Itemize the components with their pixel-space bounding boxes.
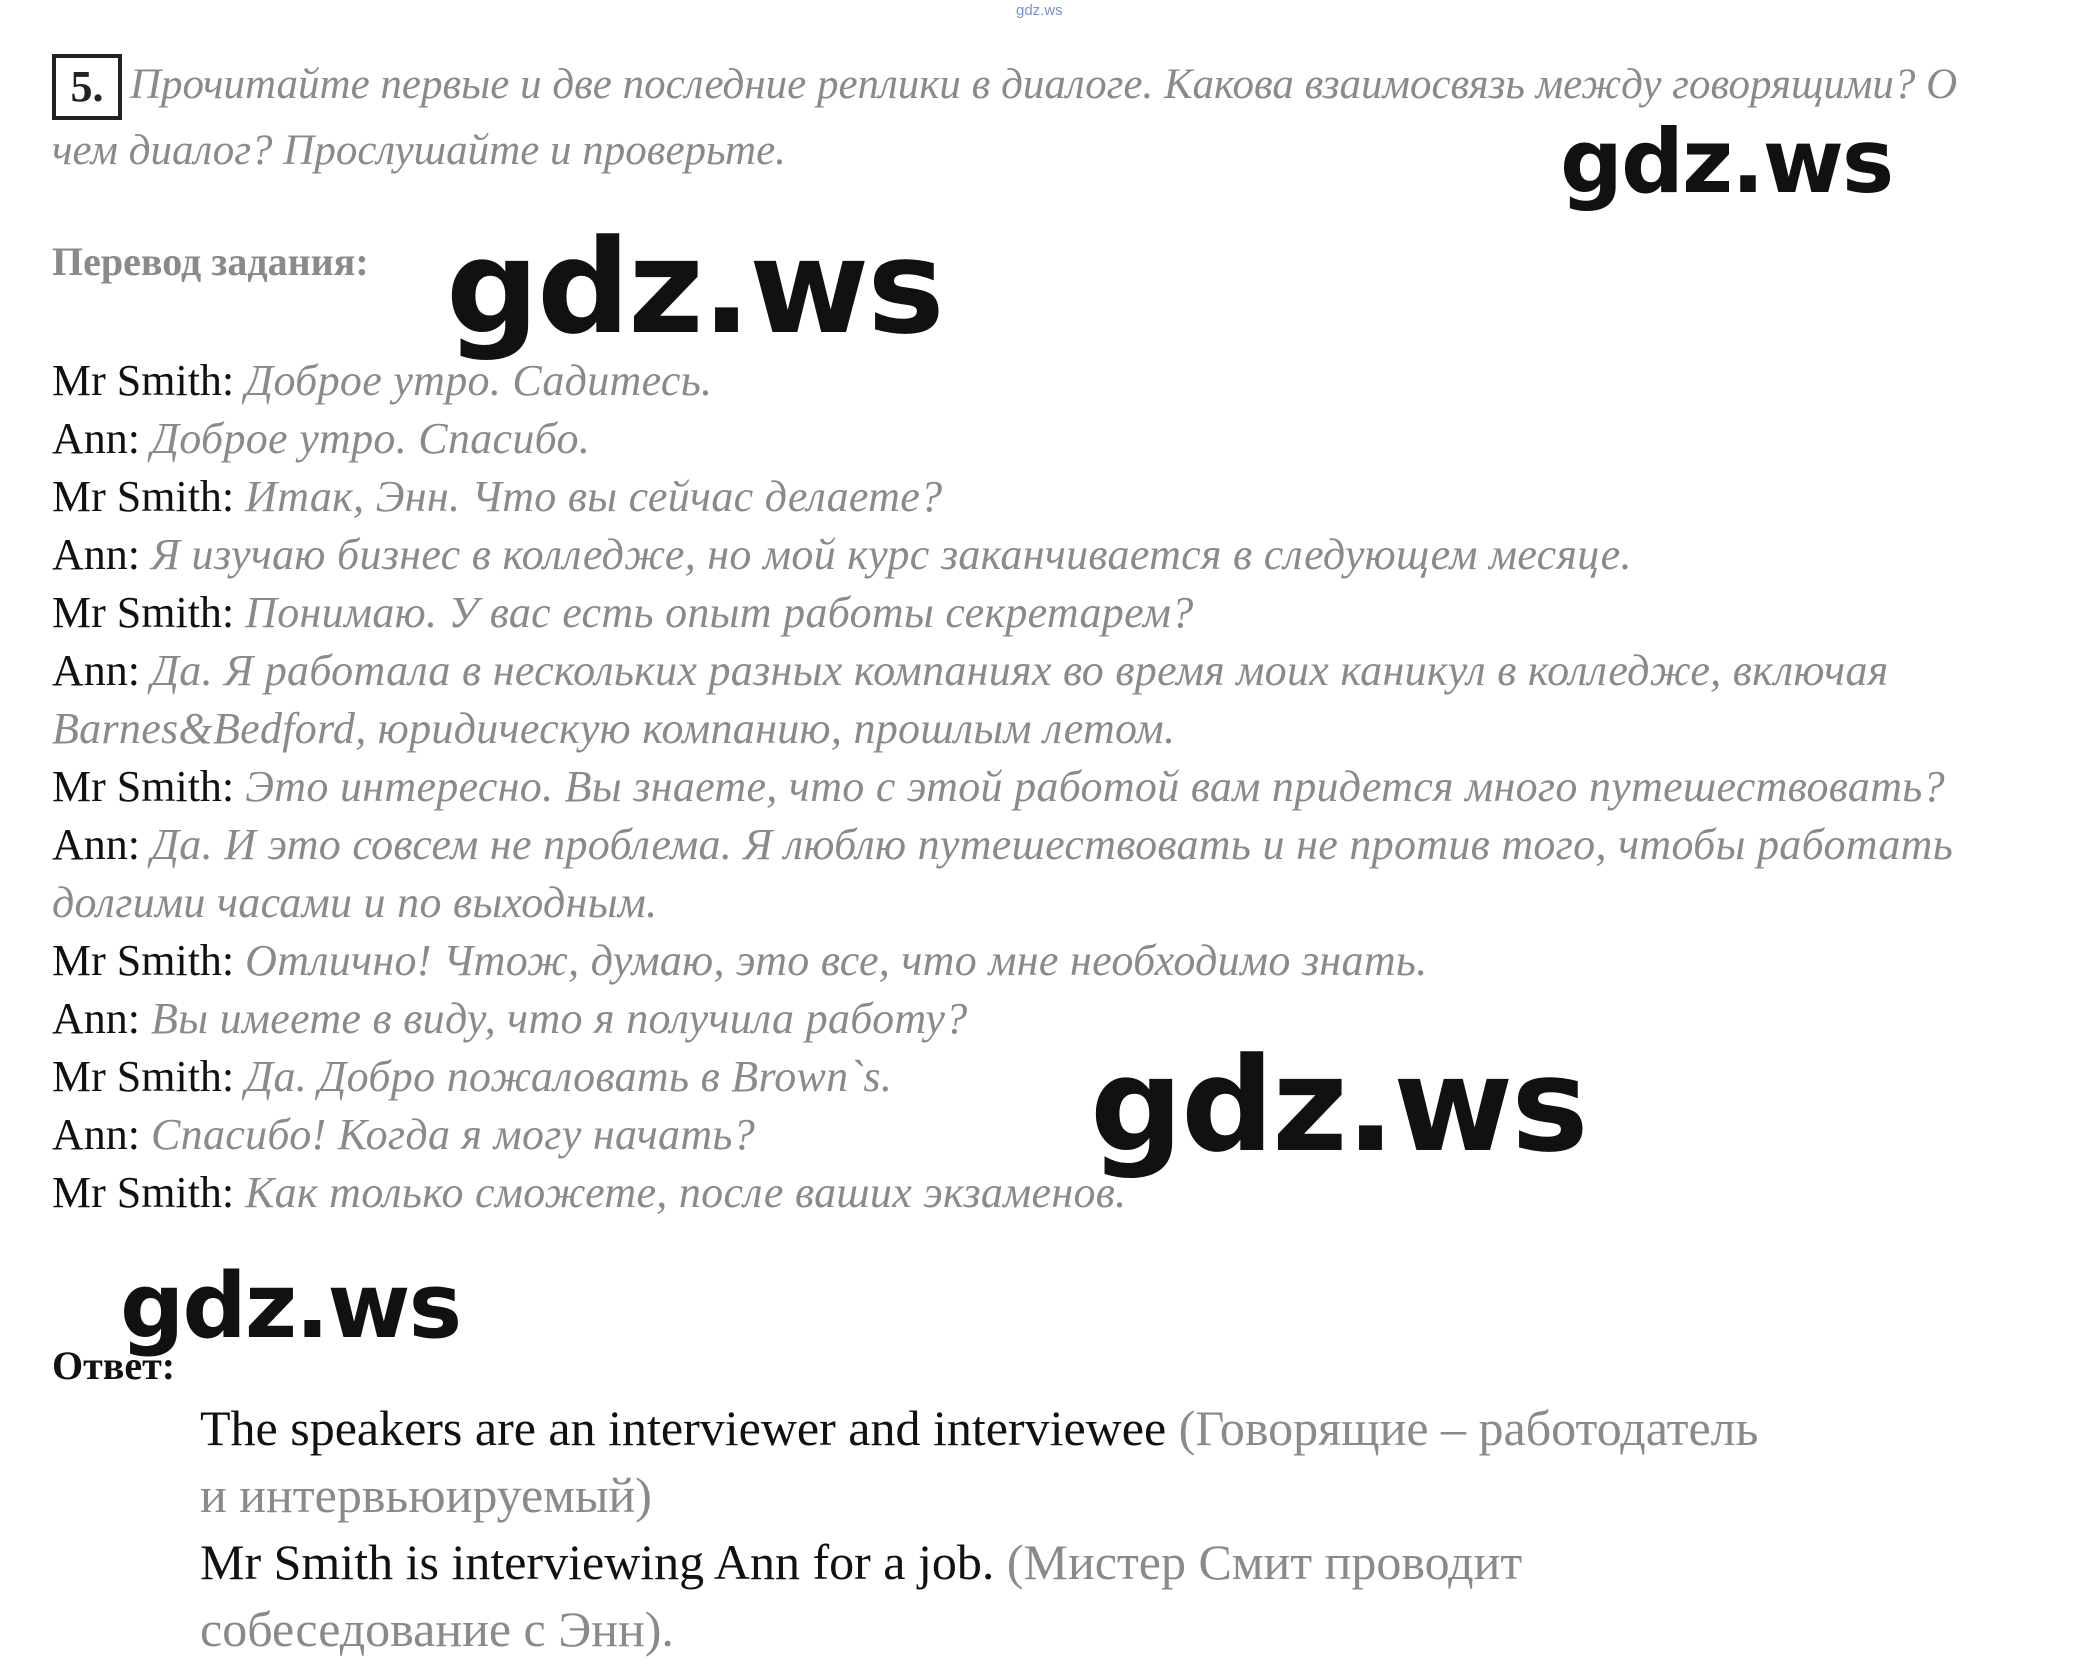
reply: Как только сможете, после ваших экзаменов. xyxy=(245,1168,1127,1217)
reply: Это интересно. Вы знаете, что с этой работой вам придется много путешествовать? xyxy=(245,762,1945,811)
speaker: Ann xyxy=(52,530,128,579)
reply: Доброе утро. Спасибо. xyxy=(151,414,591,463)
dialog-line: Mr Smith: Отлично! Чтож, думаю, это все, что мне необходимо знать. xyxy=(52,936,1428,985)
answer-line xyxy=(200,1395,1760,1529)
dialog-line: Mr Smith: Да. Добро пожаловать в Brown`s. xyxy=(52,1052,893,1101)
dialog xyxy=(52,352,2032,1222)
dialog-line: Mr Smith: Это интересно. Вы знаете, что с этой работой вам придется много путешествовать? xyxy=(52,762,1945,811)
reply: Понимаю. У вас есть опыт работы секретарем? xyxy=(245,588,1194,637)
reply: Да. И это совсем не проблема. Я люблю путешествовать и не против того, чтобы работать долгими часами и по выходным. xyxy=(52,820,1954,927)
watermark: gdz.ws xyxy=(446,211,943,363)
answer-english: Mr Smith is interviewing Ann for a job. xyxy=(200,1534,995,1590)
speaker: Ann xyxy=(52,646,128,695)
reply: Да. Добро пожаловать в Brown`s. xyxy=(245,1052,893,1101)
dialog-line: Ann: Да. И это совсем не проблема. Я люблю путешествовать и не против того, чтобы работать долгими часами и по выходным. xyxy=(52,820,1954,927)
speaker: Mr Smith xyxy=(52,356,222,405)
reply: Я изучаю бизнес в колледже, но мой курс заканчивается в следующем месяце. xyxy=(151,530,1632,579)
dialog-line: Mr Smith: Как только сможете, после ваших экзаменов. xyxy=(52,1168,1127,1217)
answer-russian: (Мистер Смит проводит собеседование с Энн). xyxy=(200,1534,1523,1657)
task-text: Прочитайте первые и две последние реплики в диалоге. Какова взаимосвязь между говорящими? О чем диалог? Прослушайте и проверьте. xyxy=(52,61,1958,174)
speaker: Ann xyxy=(52,820,128,869)
speaker: Mr Smith xyxy=(52,1168,222,1217)
dialog-line: Ann: Я изучаю бизнес в колледже, но мой курс заканчивается в следующем месяце. xyxy=(52,530,1632,579)
watermark: gdz.ws xyxy=(120,1254,461,1359)
speaker: Mr Smith xyxy=(52,588,222,637)
top-watermark: gdz.ws xyxy=(1016,2,1063,19)
reply: Доброе утро. Садитесь. xyxy=(245,356,713,405)
dialog-line: Ann: Доброе утро. Спасибо. xyxy=(52,414,591,463)
dialog-line: Mr Smith: Понимаю. У вас есть опыт работы секретарем? xyxy=(52,588,1194,637)
translation-heading: Перевод задания: xyxy=(52,239,369,284)
reply: Итак, Энн. Что вы сейчас делаете? xyxy=(245,472,943,521)
speaker: Ann xyxy=(52,1110,128,1159)
answer-english: The speakers are an interviewer and interviewee xyxy=(200,1400,1167,1456)
speaker: Ann xyxy=(52,414,128,463)
answer-block xyxy=(200,1395,1760,1663)
speaker: Mr Smith xyxy=(52,1052,222,1101)
speaker: Ann xyxy=(52,994,128,1043)
speaker: Mr Smith xyxy=(52,762,222,811)
answer-russian: (Говорящие – работодатель и интервьюируемый) xyxy=(200,1400,1759,1523)
answer-heading: Ответ: xyxy=(52,1343,176,1388)
speaker: Mr Smith xyxy=(52,936,222,985)
reply: Спасибо! Когда я могу начать? xyxy=(151,1110,756,1159)
dialog-line: Ann: Спасибо! Когда я могу начать? xyxy=(52,1110,756,1159)
task-number: 5. xyxy=(52,54,122,120)
dialog-line: Mr Smith: Итак, Энн. Что вы сейчас делаете? xyxy=(52,472,943,521)
watermark: gdz.ws xyxy=(1090,1029,1587,1181)
dialog-line: Mr Smith: Доброе утро. Садитесь. xyxy=(52,356,713,405)
answer-line xyxy=(200,1529,1760,1663)
dialog-line: Ann: Вы имеете в виду, что я получила работу? xyxy=(52,994,968,1043)
dialog-line: Ann: Да. Я работала в нескольких разных компаниях во время моих каникул в колледже, включая Barnes&Bedford, юридическую компанию, прошлым летом. xyxy=(52,646,1889,753)
reply: Отлично! Чтож, думаю, это все, что мне необходимо знать. xyxy=(245,936,1428,985)
watermark: gdz.ws xyxy=(1560,110,1893,213)
speaker: Mr Smith xyxy=(52,472,222,521)
reply: Вы имеете в виду, что я получила работу? xyxy=(151,994,968,1043)
reply: Да. Я работала в нескольких разных компаниях во время моих каникул в колледже, включая Barnes&Bedford, юридическую компанию, прошлым летом. xyxy=(52,646,1889,753)
